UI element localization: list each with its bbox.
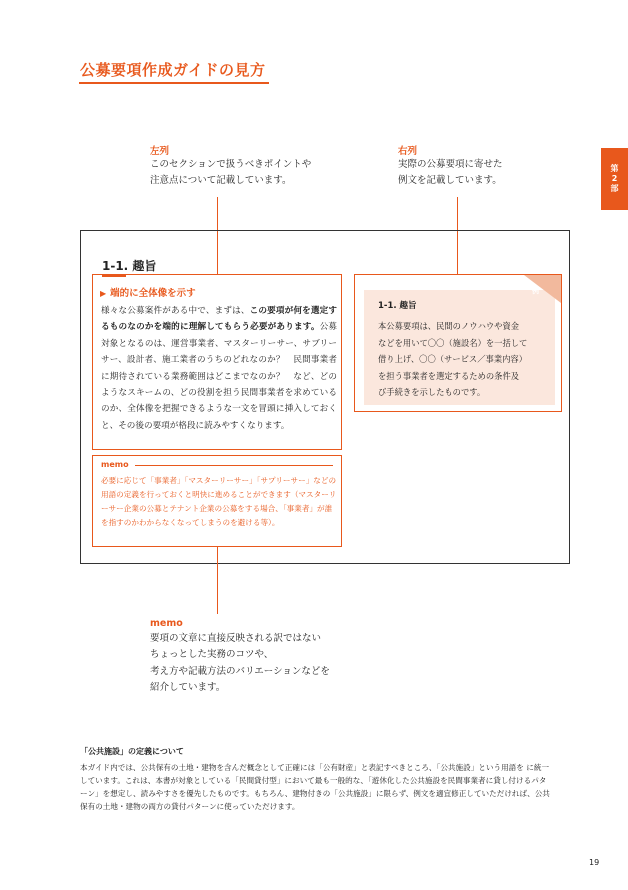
example-title: 1-1. 趣旨 (378, 301, 417, 311)
definition-title: 「公共施設」の定義について (80, 747, 184, 756)
left-column-callout-text: このセクションで扱うべきポイントや 注意点について記載しています。 (150, 159, 312, 186)
point-body-part-1: 様々な公募案件がある中で、まずは、 (101, 306, 250, 316)
right-column-callout-heading: 右列 (398, 146, 418, 157)
right-column-callout-text: 実際の公募要項に寄せた 例文を記載しています。 (398, 159, 503, 186)
part-tab-char-3: 部 (610, 184, 619, 193)
point-heading (100, 285, 196, 299)
point-body-part-2: 公募対象となるのは、運営事業者、マスターリーサー、サブリーサー、設計者、施工業者のうちのどれなのか？ 民間事業者に期待されている業務範囲はどこまでなのか？ など、どのようなスキームの、どの役割を担う民間事業者を求めているのか、全体像を把握できるような一文を冒頭に挿入しておくと、その後の要項が格段に読みやすくなります。 (101, 322, 337, 431)
point-body (101, 303, 337, 434)
part-tab-char-1: 第 (610, 164, 619, 173)
sample-section-title: 1-1. 趣旨 (102, 259, 157, 273)
memo-connector (217, 547, 218, 614)
part-tab-char-2: 2 (611, 174, 618, 183)
left-column-callout-heading: 左列 (150, 146, 170, 157)
example-badge: 例 (532, 287, 539, 295)
page-number: 19 (589, 858, 600, 867)
memo-label: memo (101, 460, 135, 469)
page-title: 公募要項作成ガイドの見方 (80, 61, 266, 79)
example-corner-flag (524, 275, 561, 303)
memo-callout-text: 要項の文章に直接反映される訳ではない ちょっとした実務のコツや、 考え方や記載方法のバリエーションなどを 紹介しています。 (150, 633, 330, 694)
memo-rule (128, 465, 333, 466)
example-text: 本公募要項は、民間のノウハウや資金 などを用いて〇〇（施設名）を一括して 借り上げ、〇〇（サービス／事業内容） を担う事業者を選定するための条件及 び手続きを示したものです。 (378, 321, 528, 398)
title-underline (79, 82, 269, 84)
definition-text: 本ガイド内では、公共保有の土地・建物を含んだ概念として正確には「公有財産」と表記すべきところ、「公共施設」という用語を に統一しています。これは、本書が対象としている「民間貸付型」において最も一般的な、「遊休化した公共施設を民間事業者に貸し付けるパターン」を想定し、読みやすさを優先したものです。もちろん、建物付きの「公共施設」に限らず、例文を適宜修正していただければ、公共保有の土地・建物の両方の貸付パターンに使っていただけます。 (80, 763, 550, 811)
part-tab (601, 148, 628, 210)
triangle-right-icon: ▶ (100, 289, 107, 298)
point-heading-text: 端的に全体像を示す (110, 288, 196, 299)
memo-callout-heading: memo (150, 618, 183, 629)
memo-text: 必要に応じて「事業者」「マスターリーサー」「サプリーサー」などの用語の定義を行っておくと明快に進めることができます（マスターリーサー企業の公募とテナント企業の公募をする場合、「事業者」が誰を指すのかわからなくなってしまうのを避ける等）。 (101, 476, 337, 527)
point-body-emphasis: この要項が何を選定するものなのかを端的に理解してもらう必要があります。 (101, 306, 337, 333)
